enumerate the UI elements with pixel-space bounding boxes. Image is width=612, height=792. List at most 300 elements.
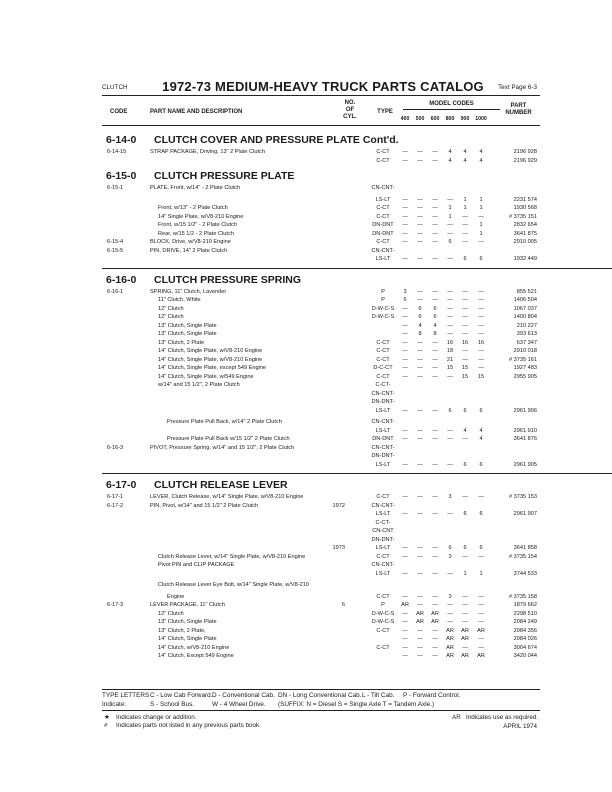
model-quantity: — bbox=[432, 356, 438, 363]
model-quantity: — bbox=[432, 653, 438, 659]
part-description: 14" Clutch, Single Plate, w/V8-210 Engine bbox=[158, 356, 263, 363]
model-quantity: — bbox=[447, 314, 453, 320]
table-row bbox=[0, 196, 612, 205]
parts-list bbox=[0, 129, 612, 661]
model-quantity: AR bbox=[461, 653, 469, 659]
model-quantity: — bbox=[432, 230, 438, 237]
part-number: 3420 044 bbox=[513, 653, 537, 659]
table-row bbox=[0, 519, 612, 528]
cab-type: C-CT bbox=[376, 149, 390, 155]
model-quantity: 4 bbox=[463, 149, 467, 155]
model-quantity: — bbox=[402, 494, 408, 500]
model-quantity: 1 bbox=[479, 222, 483, 228]
model-quantity: 4 bbox=[479, 157, 483, 164]
cab-type: C-CT bbox=[376, 356, 390, 363]
part-number: 2955 905 bbox=[513, 373, 537, 380]
model-quantity: 6 bbox=[479, 256, 483, 262]
table-row bbox=[0, 213, 612, 222]
model-quantity: — bbox=[402, 305, 408, 312]
model-quantity: — bbox=[462, 213, 468, 220]
model-quantity: AR bbox=[461, 627, 469, 634]
model-quantity: 15 bbox=[477, 373, 485, 380]
legend-indicate: Indicate: bbox=[102, 701, 127, 708]
part-code: 6-17-3 bbox=[107, 602, 124, 608]
model-code-header: 600 bbox=[430, 116, 440, 122]
part-description: BLOCK, Drive, w/V8-210 Engine bbox=[150, 239, 231, 245]
model-quantity: 6 bbox=[433, 305, 437, 312]
model-quantity: 6 bbox=[463, 545, 467, 551]
model-quantity: — bbox=[447, 222, 453, 228]
model-quantity: 4 bbox=[479, 427, 483, 434]
cab-type: C-CT bbox=[376, 553, 390, 560]
model-quantity: — bbox=[417, 222, 423, 228]
model-quantity: — bbox=[402, 407, 408, 414]
model-quantity: — bbox=[417, 157, 423, 164]
model-quantity: — bbox=[417, 230, 423, 237]
part-number: 2084 356 bbox=[513, 627, 537, 634]
model-quantity: — bbox=[417, 348, 423, 354]
model-quantity: 6 bbox=[403, 297, 407, 303]
cab-type: LS-LT bbox=[375, 256, 391, 262]
cab-type: LS-LT bbox=[375, 545, 391, 551]
model-quantity: 4 bbox=[448, 157, 452, 164]
model-quantity: — bbox=[447, 331, 453, 337]
table-row bbox=[0, 356, 612, 365]
model-quantity: — bbox=[432, 407, 438, 414]
hash-symbol: # bbox=[104, 722, 108, 729]
table-row bbox=[0, 581, 612, 590]
cab-type: C-CT bbox=[376, 644, 390, 651]
model-quantity: 1 bbox=[463, 196, 467, 203]
model-quantity: — bbox=[417, 196, 423, 203]
legend-suffix: (SUFFIX: N = Diesel S = Single Axle T = Tandem Axle.) bbox=[278, 701, 435, 708]
model-quantity: — bbox=[432, 545, 438, 551]
cab-type: DN-DNT bbox=[372, 222, 394, 228]
part-number: 2961 910 bbox=[513, 427, 537, 434]
legend-w: W - 4 Wheel Drive. bbox=[212, 701, 266, 708]
cab-type: LS-LT bbox=[375, 427, 391, 434]
model-quantity: — bbox=[478, 305, 484, 312]
model-quantity: — bbox=[432, 602, 438, 608]
model-quantity: — bbox=[402, 256, 408, 262]
model-quantity: — bbox=[462, 297, 468, 303]
model-quantity: — bbox=[402, 593, 408, 600]
model-quantity: — bbox=[402, 644, 408, 651]
cab-type: CN-CNT- bbox=[371, 562, 395, 568]
model-quantity: 6 bbox=[479, 511, 483, 517]
model-quantity: 6 bbox=[463, 256, 467, 262]
part-number: 2231 574 bbox=[513, 196, 537, 203]
model-quantity: — bbox=[447, 570, 453, 577]
table-row bbox=[0, 644, 612, 653]
part-code: 6-17-1 bbox=[107, 494, 124, 500]
model-quantity: — bbox=[417, 288, 423, 295]
cab-type: DN-DNT- bbox=[371, 453, 395, 459]
model-quantity: 16 bbox=[461, 339, 469, 346]
legend-s: S - School Bus. bbox=[150, 701, 195, 708]
model-quantity: — bbox=[417, 256, 423, 262]
model-quantity: 3 bbox=[448, 593, 452, 600]
cab-type: CN-CNT- bbox=[371, 444, 395, 451]
part-number: 1406 504 bbox=[513, 297, 537, 303]
model-quantity: — bbox=[432, 494, 438, 500]
model-quantity: 6 bbox=[479, 461, 483, 468]
footnote-ar: Indicates use as required. bbox=[466, 714, 539, 721]
model-quantity: — bbox=[402, 619, 408, 625]
model-quantity: — bbox=[432, 553, 438, 560]
table-row bbox=[0, 313, 612, 322]
cab-type: C-CT bbox=[376, 494, 390, 500]
cab-type: D-W-C-S bbox=[371, 314, 395, 320]
cab-type: C-CT- bbox=[375, 382, 391, 388]
model-quantity: — bbox=[478, 331, 484, 337]
model-quantity: — bbox=[447, 196, 453, 203]
model-quantity: 4 bbox=[433, 322, 437, 329]
model-quantity: — bbox=[402, 627, 408, 634]
part-description: Pressure Plate Pull Back w/15 1/2" 2 Plate Clutch bbox=[167, 436, 290, 442]
publication-date: APRIL 1974 bbox=[503, 723, 537, 730]
model-quantity: — bbox=[417, 436, 423, 442]
model-quantity: — bbox=[478, 619, 484, 625]
column-header-cyl-2: OF bbox=[345, 107, 355, 113]
model-code-header: 500 bbox=[415, 116, 425, 122]
table-row bbox=[0, 427, 612, 436]
model-quantity: 3 bbox=[403, 288, 407, 295]
cab-type: C-CT bbox=[376, 593, 390, 600]
model-quantity: AR bbox=[477, 627, 485, 634]
model-quantity: 1 bbox=[448, 205, 452, 211]
cab-type: C-CT bbox=[376, 373, 390, 380]
part-description: Front, w/13" - 2 Plate Clutch bbox=[158, 205, 228, 211]
model-quantity: — bbox=[402, 149, 408, 155]
section-number: 6-14-0 bbox=[106, 134, 137, 146]
model-quantity: AR bbox=[461, 636, 469, 642]
cab-type: C-CT bbox=[376, 239, 390, 245]
table-row bbox=[0, 593, 612, 602]
table-row bbox=[0, 553, 612, 562]
part-description: Engine bbox=[167, 593, 185, 600]
model-quantity: 4 bbox=[448, 149, 452, 155]
model-quantity: — bbox=[478, 213, 484, 220]
model-quantity: — bbox=[417, 297, 423, 303]
model-quantity: AR bbox=[477, 653, 485, 659]
table-row bbox=[0, 407, 612, 416]
model-quantity: — bbox=[417, 149, 423, 155]
model-quantity: AR bbox=[446, 644, 454, 651]
cab-type: CN-CNT- bbox=[371, 247, 395, 254]
page-reference: Text Page 6-3 bbox=[498, 84, 537, 91]
part-description: 13" Clutch, Single Plate bbox=[158, 331, 217, 337]
part-number: 210 227 bbox=[516, 322, 537, 329]
part-description: Clutch Release Lever Eye Bolt, w/14" Single Plate, w/V8-210 bbox=[158, 582, 309, 588]
model-quantity: — bbox=[402, 427, 408, 434]
table-row bbox=[0, 322, 612, 331]
part-description: Pressure Plate Pull Back, w/14" 2 Plate Clutch bbox=[167, 419, 282, 425]
table-row bbox=[0, 238, 612, 247]
section-heading bbox=[0, 169, 612, 184]
model-quantity: AR bbox=[446, 636, 454, 642]
model-quantity: 15 bbox=[446, 365, 454, 371]
cab-type: C-CT bbox=[376, 627, 390, 634]
part-number: 1067 037 bbox=[513, 305, 537, 312]
cab-type: C-CT bbox=[376, 157, 390, 164]
model-quantity: — bbox=[447, 602, 453, 608]
cab-type: C-CT- bbox=[375, 519, 391, 526]
model-quantity: — bbox=[417, 570, 423, 577]
model-quantity: 1 bbox=[479, 196, 483, 203]
divider bbox=[102, 95, 540, 96]
model-quantity: — bbox=[478, 314, 484, 320]
model-quantity: — bbox=[462, 305, 468, 312]
part-code: 6-15-5 bbox=[107, 247, 124, 254]
cab-type: D-C-CT bbox=[373, 365, 393, 371]
cylinder-count: 1973 bbox=[332, 545, 345, 551]
model-quantity: — bbox=[462, 553, 468, 560]
ar-symbol: AR bbox=[452, 714, 461, 721]
cylinder-count: 1972 bbox=[332, 502, 345, 509]
part-description: 14" Clutch, Single Plate, w/V8-210 Engine bbox=[158, 348, 263, 354]
star-icon: ★ bbox=[104, 714, 110, 721]
model-quantity: — bbox=[478, 602, 484, 608]
model-quantity: — bbox=[417, 427, 423, 434]
cab-type: C-CT bbox=[376, 348, 390, 354]
part-number: 2910 005 bbox=[513, 239, 537, 245]
model-quantity: — bbox=[417, 339, 423, 346]
model-quantity: — bbox=[402, 213, 408, 220]
catalog-section bbox=[102, 268, 612, 470]
column-header-part-2: NUMBER bbox=[505, 110, 532, 116]
model-quantity: — bbox=[432, 511, 438, 517]
cab-type: D-W-C-S bbox=[371, 305, 395, 312]
model-quantity: — bbox=[402, 365, 408, 371]
model-quantity: — bbox=[417, 644, 423, 651]
model-quantity: — bbox=[432, 644, 438, 651]
cab-type: CN-CNT bbox=[372, 528, 394, 534]
model-quantity: — bbox=[432, 149, 438, 155]
cab-type: CN-CNT- bbox=[371, 502, 395, 509]
part-number: # 3735 158 bbox=[509, 593, 537, 600]
model-quantity: — bbox=[432, 157, 438, 164]
model-quantity: — bbox=[432, 593, 438, 600]
part-description: 13" Clutch, Single Plate bbox=[158, 322, 217, 329]
model-quantity: — bbox=[478, 297, 484, 303]
part-number: # 3735 151 bbox=[509, 213, 537, 220]
part-number: # 3735 154 bbox=[509, 553, 537, 560]
model-quantity: — bbox=[462, 644, 468, 651]
cab-type: CN-CNT- bbox=[371, 419, 395, 425]
model-quantity: — bbox=[432, 348, 438, 354]
model-quantity: — bbox=[402, 157, 408, 164]
section-title: CLUTCH PRESSURE SPRING bbox=[154, 273, 302, 286]
table-row bbox=[0, 184, 612, 193]
table-row bbox=[0, 305, 612, 314]
model-quantity: — bbox=[462, 356, 468, 363]
part-number: 2084 026 bbox=[513, 636, 537, 642]
model-quantity: — bbox=[417, 461, 423, 468]
table-row bbox=[0, 493, 612, 502]
model-quantity: — bbox=[417, 653, 423, 659]
model-quantity: — bbox=[402, 348, 408, 354]
cab-type: CN-CNT- bbox=[371, 185, 395, 191]
model-quantity: — bbox=[417, 373, 423, 380]
part-number: 2832 654 bbox=[513, 222, 537, 228]
model-quantity: 21 bbox=[446, 356, 454, 363]
cab-type: C-CT bbox=[376, 205, 390, 211]
model-quantity: — bbox=[432, 196, 438, 203]
part-code: 6-16-3 bbox=[107, 444, 124, 451]
cab-type: CN-CNT- bbox=[371, 390, 395, 397]
model-quantity: 6 bbox=[479, 407, 483, 414]
model-code-header: 400 bbox=[400, 116, 410, 122]
model-quantity: — bbox=[417, 593, 423, 600]
table-row bbox=[0, 452, 612, 461]
table-row bbox=[0, 288, 612, 297]
model-quantity: — bbox=[417, 627, 423, 634]
table-row bbox=[0, 536, 612, 545]
table-row bbox=[0, 618, 612, 627]
divider bbox=[102, 689, 540, 690]
model-quantity: 1 bbox=[479, 230, 483, 237]
model-quantity: — bbox=[462, 222, 468, 228]
model-quantity: 8 bbox=[418, 331, 422, 337]
cab-type: P bbox=[381, 288, 385, 295]
model-quantity: — bbox=[447, 461, 453, 468]
legend-c: C - Low Cab Forward. bbox=[150, 692, 213, 699]
model-quantity: — bbox=[402, 314, 408, 320]
model-quantity: — bbox=[432, 213, 438, 220]
table-row bbox=[0, 247, 612, 256]
table-row bbox=[0, 510, 612, 519]
model-quantity: — bbox=[447, 230, 453, 237]
part-number: 1930 568 bbox=[513, 205, 537, 211]
model-quantity: — bbox=[432, 636, 438, 642]
model-quantity: — bbox=[432, 436, 438, 442]
model-quantity: — bbox=[462, 331, 468, 337]
part-description: 14" Clutch, Except 549 Engine bbox=[158, 653, 234, 659]
part-description: Pivot PIN and CLIP PACKAGE bbox=[158, 562, 235, 568]
model-code-header: 800 bbox=[445, 116, 455, 122]
model-code-header: 900 bbox=[460, 116, 470, 122]
part-description: 14" Clutch, Single Plate, w/549 Engine bbox=[158, 373, 254, 380]
catalog-section bbox=[0, 169, 612, 264]
part-code: 6-15-4 bbox=[107, 239, 124, 245]
model-quantity: 1 bbox=[463, 570, 467, 577]
model-quantity: — bbox=[478, 593, 484, 600]
model-quantity: AR bbox=[401, 602, 409, 608]
model-quantity: 15 bbox=[461, 373, 469, 380]
part-description: PIVOT, Pressure Spring, w/14" and 15 1/2", 2 Plate Clutch bbox=[150, 444, 295, 451]
model-quantity: — bbox=[417, 545, 423, 551]
table-row bbox=[0, 339, 612, 348]
model-quantity: — bbox=[447, 610, 453, 617]
model-quantity: 6 bbox=[479, 545, 483, 551]
part-code: 6-16-1 bbox=[107, 288, 124, 295]
model-quantity: — bbox=[402, 322, 408, 329]
part-number: 1932 449 bbox=[513, 256, 537, 262]
model-quantity: — bbox=[417, 356, 423, 363]
model-quantity: — bbox=[402, 331, 408, 337]
model-quantity: 6 bbox=[448, 239, 452, 245]
part-number: 2961 906 bbox=[513, 407, 537, 414]
model-quantity: 6 bbox=[418, 305, 422, 312]
part-number: 2910 018 bbox=[513, 348, 537, 354]
legend-dn: DN - Long Conventional Cab. bbox=[278, 692, 362, 699]
footnote-hash: Indicates parts not listed in any previous parts book. bbox=[116, 722, 261, 729]
model-quantity: — bbox=[432, 427, 438, 434]
column-header-model-codes: MODEL CODES bbox=[429, 101, 474, 107]
part-code: 6-15-1 bbox=[107, 185, 124, 191]
model-quantity: — bbox=[478, 288, 484, 295]
model-quantity: 1 bbox=[479, 570, 483, 577]
part-description: PIN, Pivot, w/14" and 15 1/2" 2 Plate Clutch bbox=[150, 502, 259, 509]
model-quantity: — bbox=[447, 619, 453, 625]
column-header-part-1: PART bbox=[510, 103, 527, 109]
model-quantity: — bbox=[447, 305, 453, 312]
footnote-star: Indicates change or addition. bbox=[116, 714, 197, 721]
table-row bbox=[0, 347, 612, 356]
model-quantity: 6 bbox=[448, 407, 452, 414]
model-codes-underline bbox=[403, 109, 500, 110]
cab-type: LS-LT bbox=[375, 461, 391, 468]
model-quantity: 16 bbox=[446, 339, 454, 346]
section-number: 6-15-0 bbox=[106, 170, 137, 182]
part-description: 12" Clutch bbox=[158, 610, 184, 617]
part-description: PIN, DRIVE, 14" 2 Plate Clutch bbox=[150, 247, 228, 254]
model-quantity: — bbox=[462, 619, 468, 625]
table-row bbox=[0, 373, 612, 382]
model-quantity: — bbox=[462, 494, 468, 500]
section-heading bbox=[0, 133, 612, 148]
model-quantity: — bbox=[462, 288, 468, 295]
table-row bbox=[0, 330, 612, 339]
model-quantity: — bbox=[447, 427, 453, 434]
part-number: 3641 875 bbox=[513, 230, 537, 237]
part-number: 2961 907 bbox=[513, 511, 537, 517]
part-description: 14" Clutch, Single Plate bbox=[158, 636, 217, 642]
part-description: 13" Clutch, 2 Plate bbox=[158, 339, 205, 346]
page-title: 1972-73 MEDIUM-HEAVY TRUCK PARTS CATALOG bbox=[162, 79, 484, 94]
model-quantity: — bbox=[462, 239, 468, 245]
section-number: 6-16-0 bbox=[106, 273, 137, 286]
model-quantity: — bbox=[402, 636, 408, 642]
table-row bbox=[0, 610, 612, 619]
model-quantity: 6 bbox=[418, 314, 422, 320]
part-number: 2084 249 bbox=[513, 619, 537, 625]
model-quantity: — bbox=[478, 322, 484, 329]
model-quantity: — bbox=[478, 610, 484, 617]
part-number: 2196 928 bbox=[513, 149, 537, 155]
model-quantity: AR bbox=[446, 653, 454, 659]
model-quantity: 4 bbox=[463, 157, 467, 164]
divider bbox=[102, 125, 540, 126]
cab-type: P bbox=[381, 297, 385, 303]
part-description: LEVER PACKAGE, 11" Clutch bbox=[150, 602, 225, 608]
model-code-header: 1000 bbox=[475, 116, 487, 122]
model-quantity: — bbox=[417, 553, 423, 560]
part-number: 3641 858 bbox=[513, 545, 537, 551]
table-row bbox=[0, 296, 612, 305]
model-quantity: — bbox=[417, 602, 423, 608]
catalog-section bbox=[0, 133, 612, 165]
divider bbox=[102, 710, 540, 711]
model-quantity: — bbox=[402, 461, 408, 468]
part-number: 1400 804 bbox=[513, 314, 537, 320]
table-row bbox=[0, 398, 612, 407]
legend-label: TYPE LETTERS bbox=[102, 692, 150, 699]
model-quantity: 4 bbox=[479, 436, 483, 442]
model-quantity: — bbox=[417, 636, 423, 642]
table-row bbox=[0, 390, 612, 399]
